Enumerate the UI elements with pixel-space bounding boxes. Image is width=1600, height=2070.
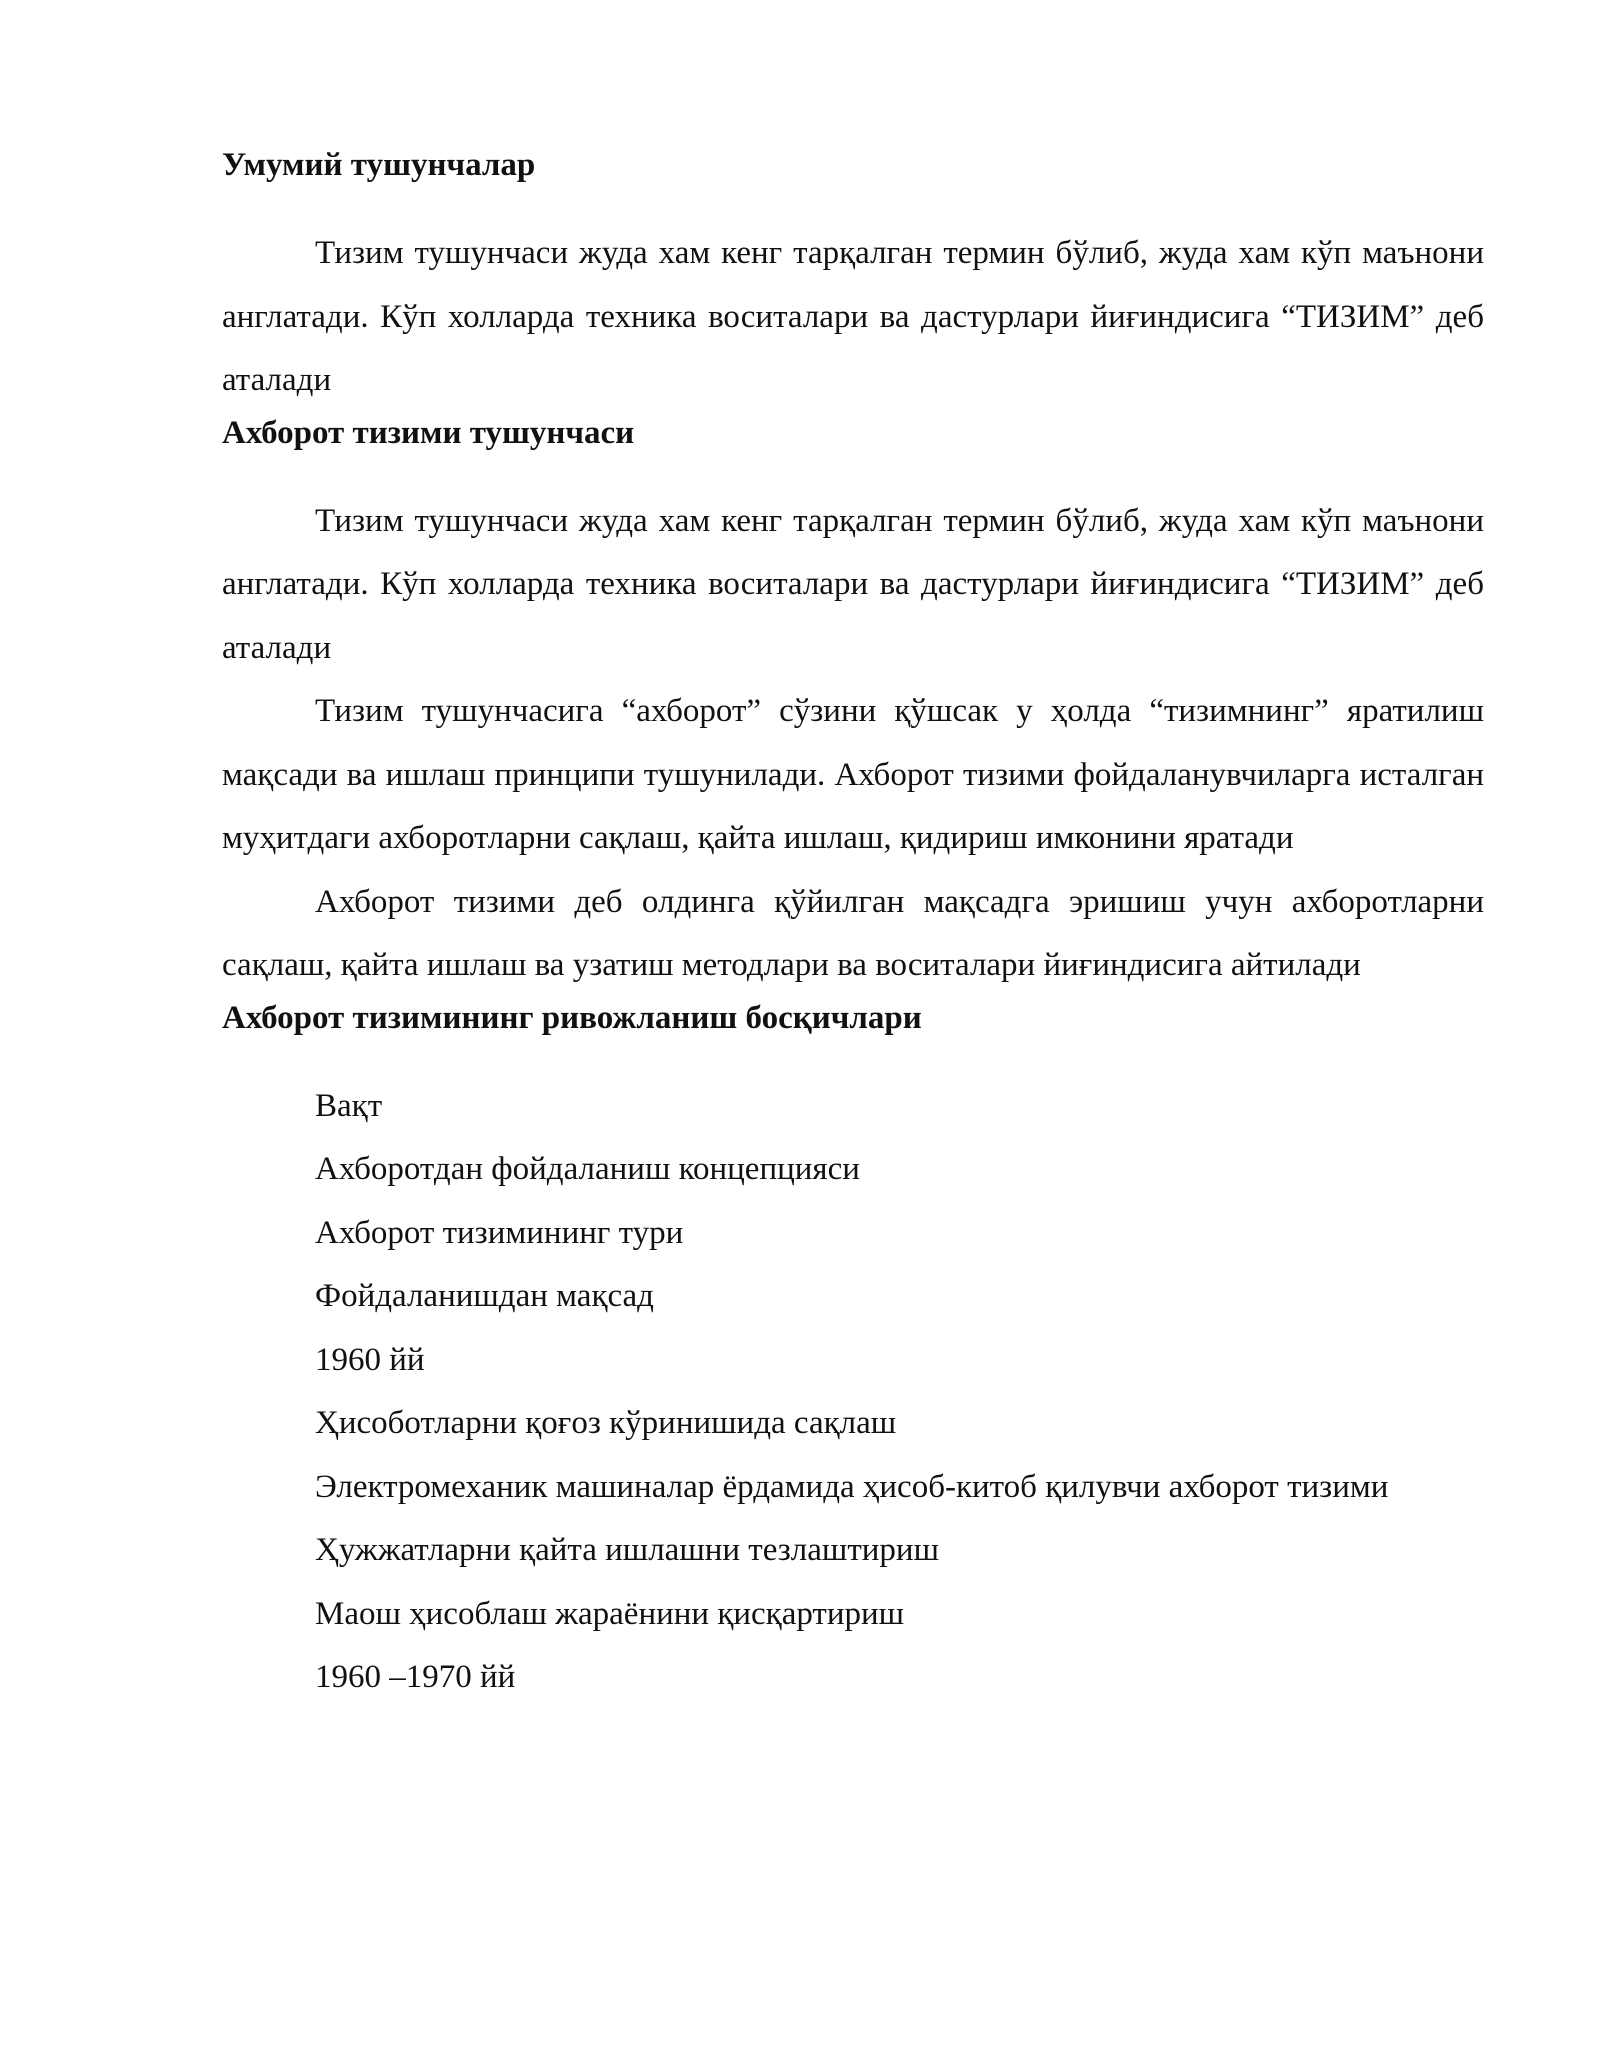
list-item: Маош ҳисоблаш жараёнини қисқартириш <box>315 1595 905 1632</box>
section-heading-general-concepts: Умумий тушунчалар <box>222 147 536 183</box>
list-item: Фойдаланишдан мақсад <box>315 1278 654 1314</box>
list-item: 1960 йй <box>315 1341 425 1378</box>
list-item: Вақт <box>315 1087 383 1124</box>
paragraph-system-concept: Тизим тушунчаси жуда хам кенг тарқалган термин бўлиб, жуда хам кўп маънони англатади. Кўп холларда техника воситалари ва дастурлари йиғиндисига “ТИЗИМ” деб аталади <box>222 235 1484 398</box>
section-heading-information-system-concept: Ахборот тизими тушунчаси <box>222 414 635 451</box>
section-heading-development-stages: Ахборот тизимининг ривожланиш босқичлари <box>222 999 922 1036</box>
list-item: Ҳужжатларни қайта ишлашни тезлаштириш <box>315 1532 939 1568</box>
list-item: Электромеханик машиналар ёрдамида ҳисоб-китоб қилувчи ахборот тизими <box>315 1468 1389 1505</box>
list-item: Ахборот тизимининг тури <box>315 1214 684 1251</box>
document-page <box>222 145 1484 1710</box>
list-item: 1960 –1970 йй <box>315 1659 516 1695</box>
paragraph-system-concept-repeat: Тизим тушунчаси жуда хам кенг тарқалган термин бўлиб, жуда хам кўп маънони англатади. Кўп холларда техника воситалари ва дастурлари йиғиндисига “ТИЗИМ” деб аталади <box>222 502 1484 666</box>
paragraph-information-system-definition: Ахборот тизими деб олдинга қўйилган мақсадга эришиш учун ахборотларни сақлаш, қайта ишлаш ва узатиш методлари ва воситалари йиғиндисига айтилади <box>222 883 1484 983</box>
list-item: Ахборотдан фойдаланиш концепцияси <box>315 1151 860 1187</box>
paragraph-information-added: Тизим тушунчасига “ахборот” сўзини қўшсак у ҳолда “тизимнинг” яратилиш мақсади ва ишлаш принципи тушунилади. Ахборот тизими фойдаланувчиларга исталган муҳитдаги ахборотларни сақлаш, қайта ишлаш, қидириш имконини яратади <box>222 693 1484 856</box>
list-item: Ҳисоботларни қоғоз кўринишида сақлаш <box>315 1405 897 1441</box>
